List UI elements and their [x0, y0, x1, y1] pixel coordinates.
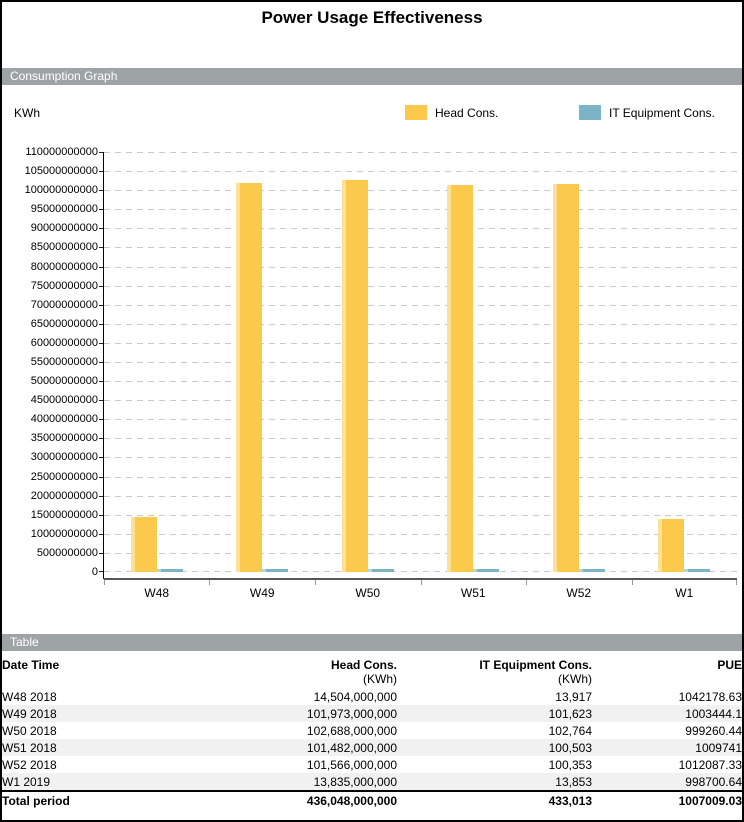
table-row [2, 705, 742, 722]
bar-group-w51 [421, 152, 527, 572]
y-axis-tick-label: 25000000000 [30, 471, 98, 483]
column-header-date-time: Date Time [2, 658, 60, 672]
y-axis-tick-label: 0 [91, 566, 98, 578]
x-axis-label: W50 [355, 586, 381, 600]
x-axis-line [104, 578, 737, 580]
bar-it-equipment-cons-w52 [579, 569, 605, 572]
bar-group-w50 [315, 152, 421, 572]
x-axis-tick [421, 580, 422, 585]
cell-date-time: W1 2019 [2, 773, 172, 791]
legend-item-head-cons [405, 105, 498, 120]
section-header-label: Consumption Graph [10, 69, 118, 83]
cell-date-time: W48 2018 [2, 689, 57, 704]
y-axis-tick-label: 35000000000 [30, 432, 98, 444]
cell-it-equipment-cons: 100,503 [397, 739, 592, 756]
cell-date-time: W49 2018 [2, 705, 172, 722]
table-header-row [2, 654, 742, 688]
x-axis-tick [526, 580, 527, 585]
legend-label: IT Equipment Cons. [609, 105, 715, 120]
bar-it-equipment-cons-w49 [262, 569, 288, 572]
x-axis-tick [209, 580, 210, 585]
cell-head-cons: 102,688,000,000 [306, 723, 397, 738]
bar-group-w1 [632, 152, 738, 572]
cell-head-cons: 101,973,000,000 [172, 705, 397, 722]
y-axis-tick-label: 20000000000 [30, 490, 98, 502]
cell-head-cons: 101,482,000,000 [172, 739, 397, 756]
table-row [2, 688, 742, 705]
it-equipment-cons-swatch [579, 105, 601, 120]
x-axis-label: W52 [566, 586, 592, 600]
cell-pue: 999260.44 [685, 723, 742, 738]
cell-it-equipment-cons: 13,917 [555, 689, 592, 704]
cell-pue: 1003444.1 [592, 705, 742, 722]
bar-head-cons-w48 [131, 517, 157, 572]
section-header-label: Table [10, 635, 39, 649]
cell-date-time: W51 2018 [2, 739, 172, 756]
page-title: Power Usage Effectiveness [261, 8, 483, 27]
legend-item-it-equipment-cons [579, 105, 715, 120]
cell-it-equipment-cons: 100,353 [548, 757, 592, 772]
cell-pue: 1007009.03 [592, 791, 742, 809]
y-axis-tick-label: 15000000000 [30, 509, 98, 521]
column-header-head-cons: Head Cons. (KWh) [330, 658, 397, 686]
y-axis-tick-label: 5000000000 [36, 547, 98, 559]
section-header-table [2, 634, 742, 651]
bar-head-cons-w49 [236, 183, 262, 572]
x-axis-labels [104, 586, 737, 601]
y-axis-tick-label: 50000000000 [30, 375, 98, 387]
head-cons-swatch [405, 105, 427, 120]
cell-head-cons: 101,566,000,000 [306, 757, 397, 772]
y-axis-tick-label: 105000000000 [24, 165, 98, 177]
x-axis-tick [104, 580, 105, 585]
bar-head-cons-w52 [553, 184, 579, 572]
bar-it-equipment-cons-w48 [157, 569, 183, 572]
y-axis-tick-label: 85000000000 [30, 241, 98, 253]
chart-plot-wrap [2, 146, 742, 578]
chart-legend [2, 105, 742, 122]
y-axis-tick-label: 45000000000 [30, 394, 98, 406]
bar-group-w52 [526, 152, 632, 572]
table-row [2, 756, 742, 773]
cell-date-time: W50 2018 [2, 723, 57, 738]
bar-it-equipment-cons-w50 [368, 569, 394, 572]
cell-pue: 1042178.63 [678, 689, 742, 704]
cell-pue: 1012087.33 [678, 757, 742, 772]
y-axis-unit-label: KWh [14, 106, 41, 120]
cell-pue: 998700.64 [592, 773, 742, 791]
y-axis-tick-label: 110000000000 [25, 146, 98, 158]
column-header-it-equipment-cons: IT Equipment Cons. (KWh) [479, 658, 592, 686]
pue-data-table [2, 654, 742, 809]
legend-label: Head Cons. [435, 105, 499, 120]
bar-it-equipment-cons-w1 [684, 569, 710, 572]
cell-pue: 1009741 [592, 739, 742, 756]
y-axis-labels [2, 146, 104, 578]
bars-container [104, 152, 737, 572]
cell-date-time: Total period [2, 791, 172, 809]
y-axis-tick-label: 40000000000 [30, 413, 98, 425]
cell-it-equipment-cons: 101,623 [397, 705, 592, 722]
x-axis-label: W51 [460, 586, 486, 600]
table-row [2, 773, 742, 791]
cell-head-cons: 13,835,000,000 [172, 773, 397, 791]
cell-it-equipment-cons: 433,013 [397, 791, 592, 809]
x-axis-label: W48 [144, 586, 170, 600]
y-axis-tick-label: 75000000000 [30, 280, 98, 292]
cell-date-time: W52 2018 [2, 757, 57, 772]
y-axis-tick-label: 55000000000 [30, 356, 98, 368]
y-axis-tick-label: 10000000000 [30, 528, 98, 540]
bar-group-w49 [210, 152, 316, 572]
bar-head-cons-w51 [447, 185, 473, 572]
cell-head-cons: 436,048,000,000 [172, 791, 397, 809]
bar-head-cons-w50 [342, 180, 368, 572]
y-axis-tick-label: 70000000000 [30, 299, 98, 311]
y-axis-tick-label: 90000000000 [30, 222, 98, 234]
y-axis-tick-label: 30000000000 [30, 451, 98, 463]
cell-it-equipment-cons: 13,853 [397, 773, 592, 791]
column-header-pue: PUE [717, 658, 742, 672]
y-axis-tick-label: 60000000000 [30, 337, 98, 349]
y-axis-tick-label: 100000000000 [24, 184, 98, 196]
y-axis-tick-label: 95000000000 [30, 203, 98, 215]
x-axis-tick [736, 580, 737, 585]
cell-it-equipment-cons: 102,764 [548, 723, 592, 738]
cell-head-cons: 14,504,000,000 [313, 689, 397, 704]
table-row [2, 722, 742, 739]
bar-it-equipment-cons-w51 [473, 569, 499, 572]
y-axis-tick-label: 80000000000 [30, 261, 98, 273]
x-axis-tick [632, 580, 633, 585]
bar-group-w48 [104, 152, 210, 572]
x-axis-label: W1 [675, 586, 694, 600]
bar-head-cons-w1 [658, 519, 684, 572]
table-total-row [2, 791, 742, 809]
section-header-consumption-graph [2, 68, 742, 85]
table-row [2, 739, 742, 756]
x-axis-tick [315, 580, 316, 585]
x-axis-label: W49 [249, 586, 275, 600]
consumption-chart [2, 105, 742, 601]
plot-area [104, 152, 737, 572]
y-axis-tick-label: 65000000000 [30, 318, 98, 330]
